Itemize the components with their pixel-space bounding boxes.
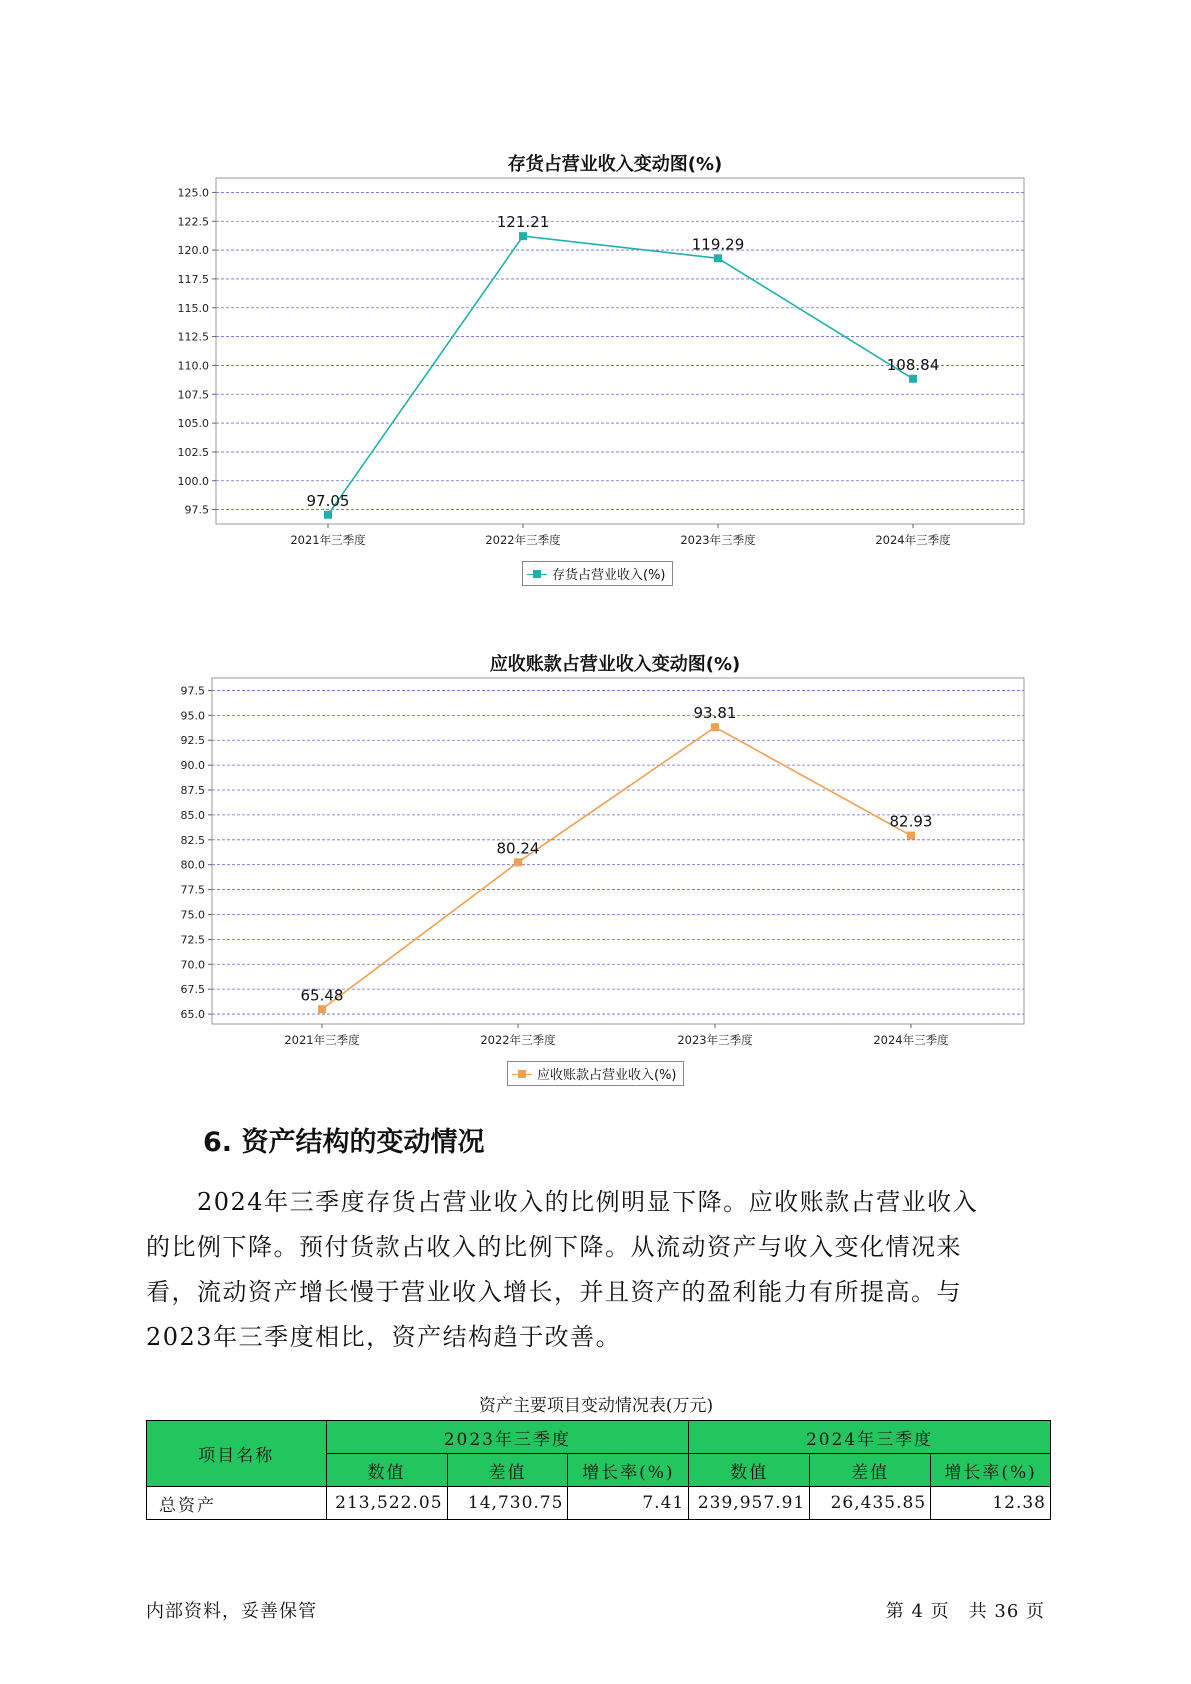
footer-confidential-note: 内部资料，妥善保管 <box>146 1601 317 1622</box>
x-tick-label: 2022年三季度 <box>485 533 561 547</box>
paragraph-line: 2023年三季度相比，资产结构趋于改善。 <box>146 1323 622 1351</box>
header-rate: 增长率(%) <box>568 1454 689 1487</box>
section-heading: 6. 资产结构的变动情况 <box>203 1127 485 1158</box>
y-tick-label: 85.0 <box>180 808 205 822</box>
y-tick-label: 122.5 <box>177 215 209 229</box>
y-tick-label: 87.5 <box>180 784 205 798</box>
cell-value-2023: 213,522.05 <box>326 1487 447 1520</box>
assets-table <box>146 1420 1051 1520</box>
x-tick-label: 2022年三季度 <box>480 1033 556 1047</box>
cell-diff-2024: 26,435.85 <box>810 1487 931 1520</box>
data-label: 65.48 <box>300 986 344 1005</box>
data-label: 119.29 <box>691 235 745 254</box>
y-tick-label: 77.5 <box>180 883 205 897</box>
y-tick-label: 72.5 <box>180 933 205 947</box>
data-label: 97.05 <box>306 491 350 510</box>
header-diff: 差值 <box>810 1454 931 1487</box>
chart-1-legend-label: 存货占营业收入(%) <box>552 568 666 583</box>
header-rate: 增长率(%) <box>931 1454 1051 1487</box>
data-point <box>514 858 522 866</box>
data-label: 80.24 <box>496 839 540 858</box>
data-label: 93.81 <box>693 704 737 723</box>
row-name: 总资产 <box>147 1487 327 1520</box>
header-item-name: 项目名称 <box>147 1421 327 1487</box>
y-tick-label: 92.5 <box>180 734 205 748</box>
y-tick-label: 102.5 <box>177 445 209 459</box>
chart-2-title: 应收账款占营业收入变动图(%) <box>489 654 741 675</box>
data-label: 108.84 <box>886 355 940 374</box>
y-tick-label: 97.5 <box>180 684 205 698</box>
y-tick-label: 110.0 <box>177 359 209 373</box>
table-header-row <box>147 1421 1051 1454</box>
table-row <box>147 1487 1051 1520</box>
header-value: 数值 <box>326 1454 447 1487</box>
section-paragraph <box>146 1180 1046 1360</box>
cell-rate-2023: 7.41 <box>568 1487 689 1520</box>
y-tick-label: 120.0 <box>177 244 209 258</box>
y-tick-label: 97.5 <box>184 503 209 517</box>
header-diff: 差值 <box>447 1454 568 1487</box>
x-tick-label: 2024年三季度 <box>875 533 951 547</box>
y-tick-label: 107.5 <box>177 388 209 402</box>
x-tick-label: 2023年三季度 <box>680 533 756 547</box>
data-label: 82.93 <box>889 812 933 831</box>
paragraph-line: 的比例下降。预付货款占收入的比例下降。从流动资产与收入变化情况来 <box>146 1233 962 1261</box>
cell-value-2024: 239,957.91 <box>689 1487 810 1520</box>
y-tick-label: 70.0 <box>180 958 205 972</box>
y-tick-label: 105.0 <box>177 417 209 431</box>
y-tick-label: 65.0 <box>180 1008 205 1022</box>
data-point <box>318 1005 326 1013</box>
data-point <box>907 832 915 840</box>
y-tick-label: 67.5 <box>180 983 205 997</box>
x-tick-label: 2021年三季度 <box>284 1033 360 1047</box>
y-tick-label: 115.0 <box>177 301 209 315</box>
y-tick-label: 112.5 <box>177 330 209 344</box>
header-value: 数值 <box>689 1454 810 1487</box>
chart-1-title: 存货占营业收入变动图(%) <box>507 154 723 175</box>
table-caption: 资产主要项目变动情况表(万元) <box>478 1396 714 1416</box>
y-tick-label: 90.0 <box>180 759 205 773</box>
y-tick-label: 82.5 <box>180 833 205 847</box>
data-label: 121.21 <box>496 213 550 232</box>
x-tick-label: 2023年三季度 <box>677 1033 753 1047</box>
y-tick-label: 95.0 <box>180 709 205 723</box>
header-period-2023: 2023年三季度 <box>326 1421 689 1454</box>
header-period-2024: 2024年三季度 <box>689 1421 1051 1454</box>
x-tick-label: 2021年三季度 <box>290 533 366 547</box>
y-tick-label: 100.0 <box>177 474 209 488</box>
y-tick-label: 75.0 <box>180 908 205 922</box>
cell-rate-2024: 12.38 <box>931 1487 1051 1520</box>
chart-2-legend-label: 应收账款占营业收入(%) <box>537 1068 677 1083</box>
paragraph-line: 看，流动资产增长慢于营业收入增长，并且资产的盈利能力有所提高。与 <box>146 1278 962 1306</box>
data-point <box>711 723 719 731</box>
y-tick-label: 117.5 <box>177 272 209 286</box>
plot-area <box>212 678 1024 1024</box>
cell-diff-2023: 14,730.75 <box>447 1487 568 1520</box>
paragraph-line: 2024年三季度存货占营业收入的比例明显下降。应收账款占营业收入 <box>146 1188 979 1216</box>
x-tick-label: 2024年三季度 <box>873 1033 949 1047</box>
footer-page-number: 第 4 页 共 36 页 <box>885 1601 1045 1622</box>
legend-marker-icon <box>512 1068 532 1080</box>
chart-2-legend <box>507 1061 684 1086</box>
y-tick-label: 125.0 <box>177 186 209 200</box>
y-tick-label: 80.0 <box>180 858 205 872</box>
